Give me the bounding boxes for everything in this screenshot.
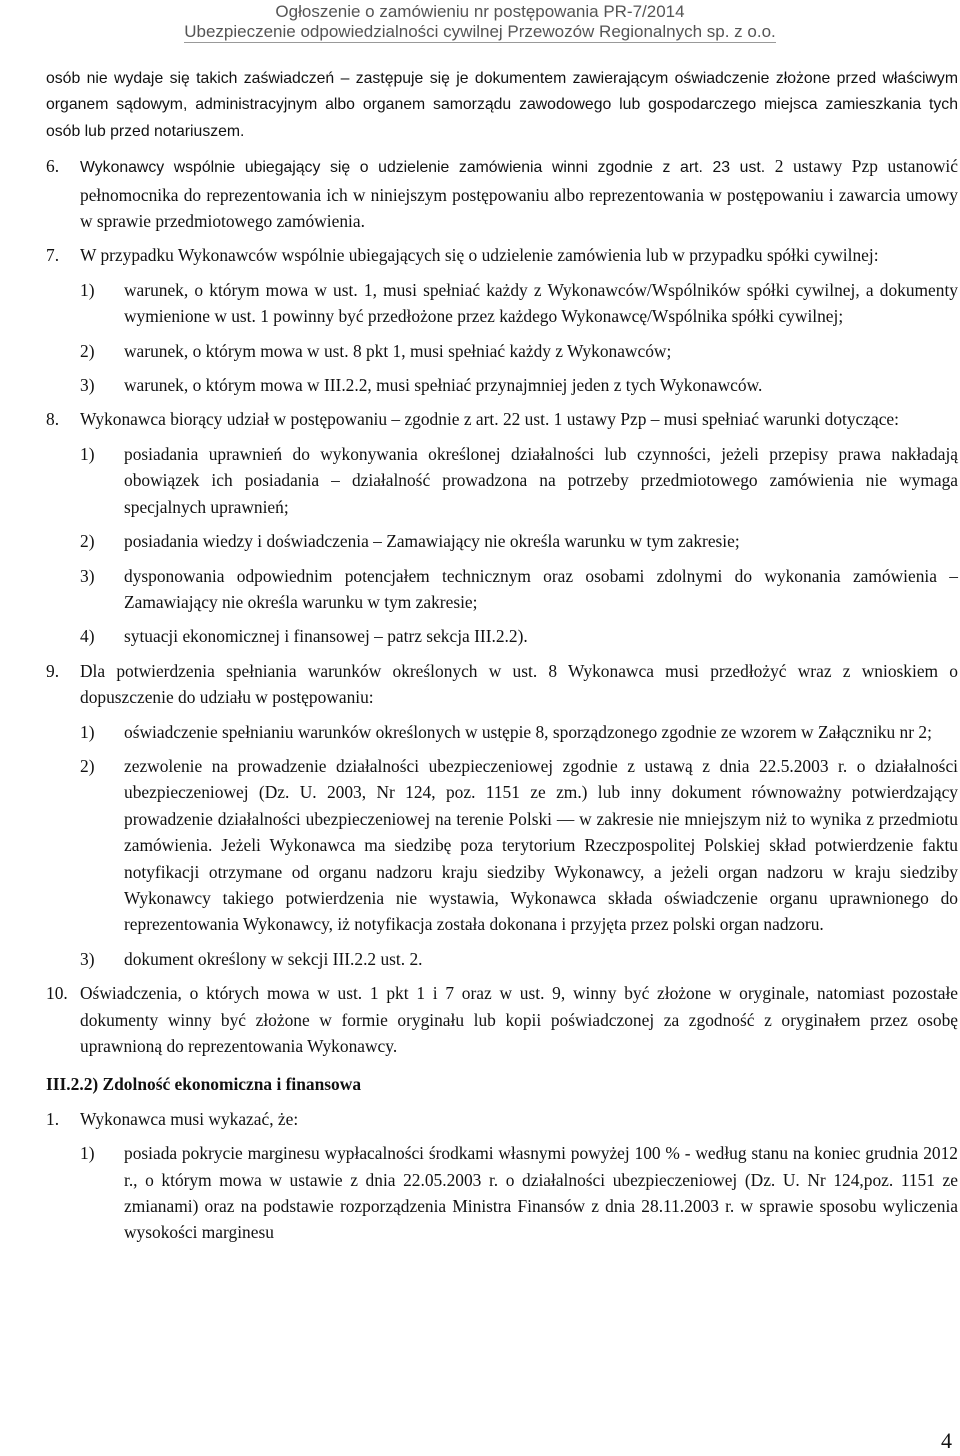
list-item-9 [46, 658, 958, 972]
sub-item [80, 372, 958, 398]
item-number: 9. [46, 660, 60, 681]
sub-text: oświadczenie spełnianiu warunków określonych w ustępie 8, sporządzonego zgodnie ze wzorem w Załączniku nr 2; [124, 721, 932, 742]
item-number: 10. [46, 983, 68, 1004]
sub-text: warunek, o którym mowa w III.2.2, musi spełniać przynajmniej jeden z tych Wykonawców. [124, 375, 763, 396]
document-body [46, 66, 958, 1246]
list-item-8 [46, 406, 958, 649]
sub-text: warunek, o którym mowa w ust. 8 pkt 1, musi spełniać każdy z Wykonawców; [124, 340, 672, 361]
sub-number: 1) [80, 721, 95, 742]
item-10-text: Oświadczenia, o których mowa w ust. 1 pkt 1 i 7 oraz w ust. 9, winny być złożone w oryginale, natomiast pozostałe dokumenty winny być złożone w formie oryginału lub kopii poświadczonej za zgodność z oryginałem przez osobę uprawnioną do reprezentowania Wykonawcy. [80, 983, 958, 1056]
header-title: Ogłoszenie o zamówieniu nr postępowania PR-7/2014 [275, 2, 685, 21]
sub-number: 2) [80, 531, 95, 552]
sub-item [80, 946, 958, 972]
item-number: 6. [46, 156, 60, 177]
sub-text: posiadania wiedzy i doświadczenia – Zamawiający nie określa warunku w tym zakresie; [124, 531, 740, 552]
item-6-text: 2 ustawy Pzp ustanowić pełnomocnika do reprezentowania ich w niniejszym postępowaniu albo reprezentowania w postępowaniu i zawarcia umowy w sprawie przedmiotowego zamówienia. [80, 156, 958, 232]
sub-item [80, 563, 958, 616]
sub-text: zezwolenie na prowadzenie działalności ubezpieczeniowej zgodnie z ustawą z dnia 22.5.2003 r. o działalności ubezpieczeniowej (Dz. U. 2003, Nr 124, poz. 1151 ze zm.) lub inny dokument równoważny potwierdzający prowadzenie działalności ubezpieczeniowej na terenie Polski — w zakresie nie mniejszym niż to wynika z przedmiotu zamówienia. Jeżeli Wykonawca ma siedzibę poza terytorium Rzeczpospolitej Polskiej skład potwierdzenie faktu notyfikacji otrzymane od organu nadzoru kraju siedziby Wykonawcy, a jeżeli organ nadzoru w kraju siedziby Wykonawcy takiego potwierdzenia nie wystawia, Wykonawca składa oświadczenie organu uprawnionego do reprezentowania Wykonawcy, iż notyfikacja została dokonana i przyjęta przez polski organ nadzoru. [124, 755, 958, 935]
item-6-text-sans: Wykonawcy wspólnie ubiegający się o udzielenie zamówienia winni zgodnie z art. 23 ust. [80, 159, 766, 177]
sub-number: 3) [80, 565, 95, 586]
sub-item [80, 753, 958, 938]
sub-text: warunek, o którym mowa w ust. 1, musi spełniać każdy z Wykonawców/Wspólników spółki cywilnej, a dokumenty wymienione w ust. 1 powinny być przedłożone przez każdego Wykonawcę/Wspólnika spółki cywilnej; [124, 279, 958, 327]
sub-item [80, 1140, 958, 1246]
sub-item [80, 338, 958, 364]
sub-number: 2) [80, 755, 95, 776]
sub-item [80, 441, 958, 520]
intro-paragraph: osób nie wydaje się takich zaświadczeń – zastępuje się je dokumentem zawierającym oświadczenie złożone przed właściwym organem sądowym, administracyjnym albo organem samorządu zawodowego lub gospodarczego miejsca zamieszkania tych osób lub przed notariuszem. [46, 70, 958, 140]
list-item-7 [46, 242, 958, 398]
page-header [0, 0, 960, 48]
item-number: 1. [46, 1108, 60, 1129]
sub-number: 1) [80, 279, 95, 300]
list-item-6 [46, 153, 958, 234]
sub-number: 1) [80, 443, 95, 464]
sub-text: sytuacji ekonomicznej i finansowej – patrz sekcja III.2.2). [124, 626, 528, 647]
sub-number: 4) [80, 626, 95, 647]
section-item-1 [46, 1106, 958, 1246]
item-7-text: W przypadku Wykonawców wspólnie ubiegających się o udzielenie zamówienia lub w przypadku spółki cywilnej: [80, 245, 879, 266]
sub-text: posiada pokrycie marginesu wypłacalności środkami własnymi powyżej 100 % - według stanu na koniec grudnia 2012 r., o którym mowa w ustawie z dnia 22.05.2003 r. o działalności ubezpieczeniowej (Dz. U. Nr 124,poz. 1151 ze zmianami) oraz na podstawie rozporządzenia Ministra Finansów z dnia 28.11.2003 r. w sprawie sposobu wyliczenia wysokości marginesu [124, 1143, 958, 1243]
sub-item [80, 719, 958, 745]
item-8-text: Wykonawca biorący udział w postępowaniu – zgodnie z art. 22 ust. 1 ustawy Pzp – musi spełniać warunki dotyczące: [80, 409, 899, 430]
sub-number: 3) [80, 375, 95, 396]
sub-number: 1) [80, 1143, 95, 1164]
page-number: 4 [941, 1428, 952, 1453]
sub-item [80, 528, 958, 554]
sub-item [80, 277, 958, 330]
sub-item [80, 623, 958, 649]
list-item-10 [46, 980, 958, 1059]
section-heading: III.2.2) Zdolność ekonomiczna i finansowa [46, 1074, 362, 1095]
item-number: 7. [46, 245, 60, 266]
sub-number: 3) [80, 948, 95, 969]
sub-number: 2) [80, 340, 95, 361]
section-item-1-text: Wykonawca musi wykazać, że: [80, 1108, 299, 1129]
sub-text: dokument określony w sekcji III.2.2 ust. 2. [124, 948, 423, 969]
sub-text: dysponowania odpowiednim potencjałem technicznym oraz osobami zdolnymi do wykonania zamówienia – Zamawiający nie określa warunku w tym zakresie; [124, 565, 958, 612]
header-subtitle: Ubezpieczenie odpowiedzialności cywilnej Przewozów Regionalnych sp. z o.o. [184, 22, 776, 41]
sub-text: posiadania uprawnień do wykonywania określonej działalności lub czynności, jeżeli przepisy prawa nakładają obowiązek ich posiadania – działalność prowadzona na potrzeby przedmiotowego zamówienia nie wymaga specjalnych uprawnień; [124, 443, 958, 517]
item-number: 8. [46, 409, 60, 430]
item-9-text: Dla potwierdzenia spełniania warunków określonych w ust. 8 Wykonawca musi przedłożyć wraz z wnioskiem o dopuszczenie do udziału w postępowaniu: [80, 660, 958, 708]
